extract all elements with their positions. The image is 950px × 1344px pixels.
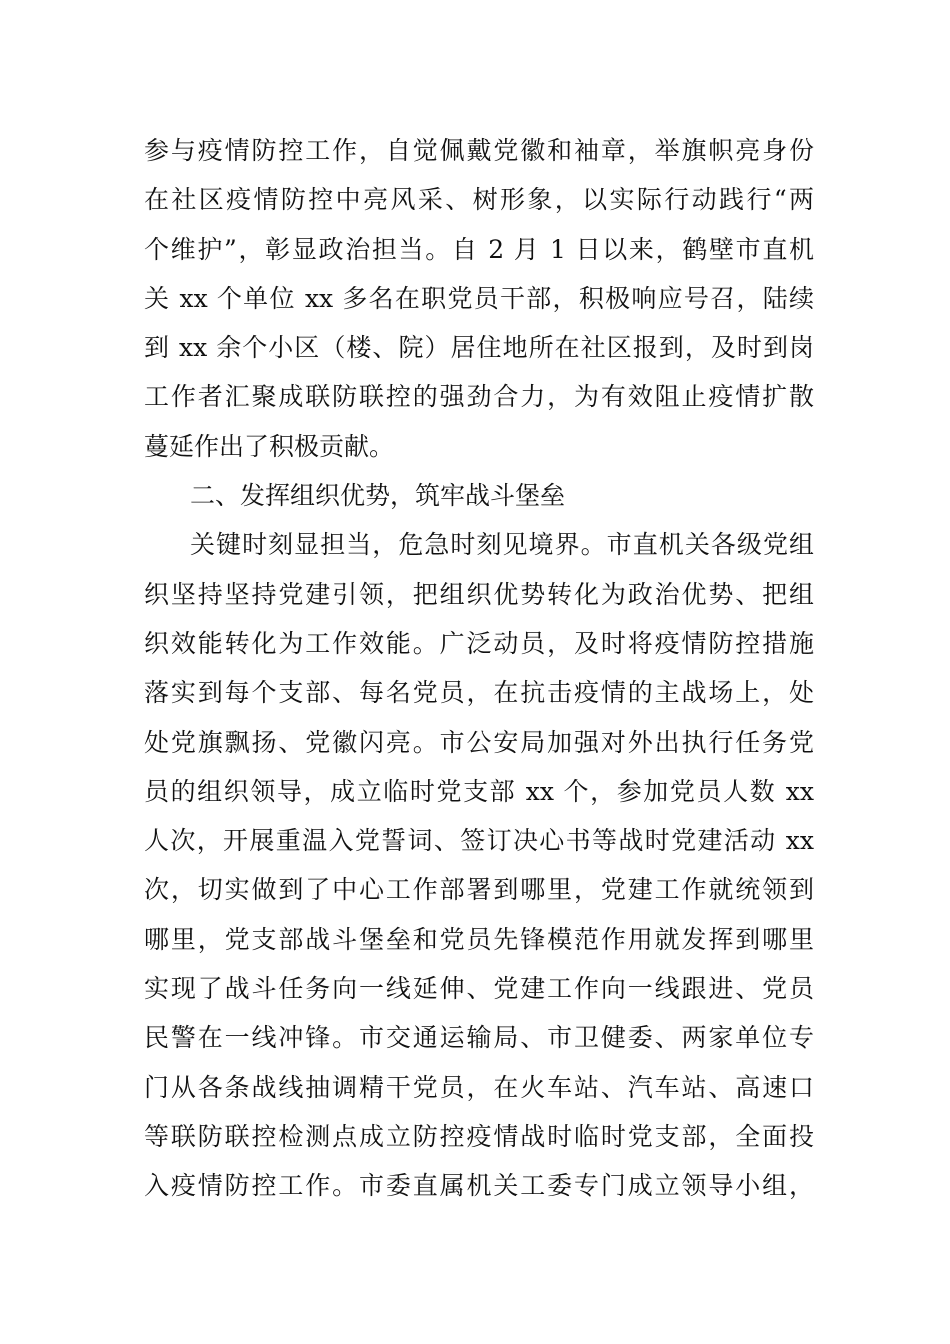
text-line: 个维护”，彰显政治担当。自 2 月 1 日以来，鹤壁市直机 — [144, 234, 814, 264]
text-line: 人次，开展重温入党誓词、签订决心书等战时党建活动 xx — [144, 826, 814, 856]
body-text — [144, 126, 814, 1211]
text-line: 蔓延作出了积极贡献。 — [144, 431, 395, 461]
text-line: 落实到每个支部、每名党员，在抗击疫情的主战场上，处 — [144, 678, 814, 708]
text-line: 在社区疫情防控中亮风采、树形象，以实际行动践行“两 — [144, 185, 814, 215]
text-line: 民警在一线冲锋。市交通运输局、市卫健委、两家单位专 — [144, 1023, 814, 1053]
text-line: 参与疫情防控工作，自觉佩戴党徽和袖章，举旗帜亮身份 — [144, 136, 814, 165]
text-line: 处党旗飘扬、党徽闪亮。市公安局加强对外出执行任务党 — [144, 727, 814, 757]
text-line: 次，切实做到了中心工作部署到哪里，党建工作就统领到 — [144, 875, 814, 905]
text-line: 入疫情防控工作。市委直属机关工委专门成立领导小组， — [144, 1171, 814, 1201]
text-line: 关键时刻显担当，危急时刻见境界。市直机关各级党组 — [190, 530, 814, 560]
text-line: 员的组织领导，成立临时党支部 xx 个，参加党员人数 xx — [144, 776, 814, 806]
section-heading: 二、发挥组织优势，筑牢战斗堡垒 — [190, 481, 566, 511]
text-line: 等联防联控检测点成立防控疫情战时临时党支部，全面投 — [144, 1121, 814, 1151]
text-line: 关 xx 个单位 xx 多名在职党员干部，积极响应号召，陆续 — [144, 283, 814, 313]
text-line: 实现了战斗任务向一线延伸、党建工作向一线跟进、党员 — [144, 974, 814, 1004]
text-line: 织坚持坚持党建引领，把组织优势转化为政治优势、把组 — [144, 579, 814, 609]
text-line: 哪里，党支部战斗堡垒和党员先锋模范作用就发挥到哪里 — [144, 924, 814, 954]
text-line: 到 xx 余个小区（楼、院）居住地所在社区报到，及时到岗 — [144, 333, 814, 363]
text-line: 工作者汇聚成联防联控的强劲合力，为有效阻止疫情扩散 — [144, 382, 814, 412]
text-line: 织效能转化为工作效能。广泛动员，及时将疫情防控措施 — [144, 628, 814, 658]
text-line: 门从各条战线抽调精干党员，在火车站、汽车站、高速口 — [144, 1072, 814, 1102]
